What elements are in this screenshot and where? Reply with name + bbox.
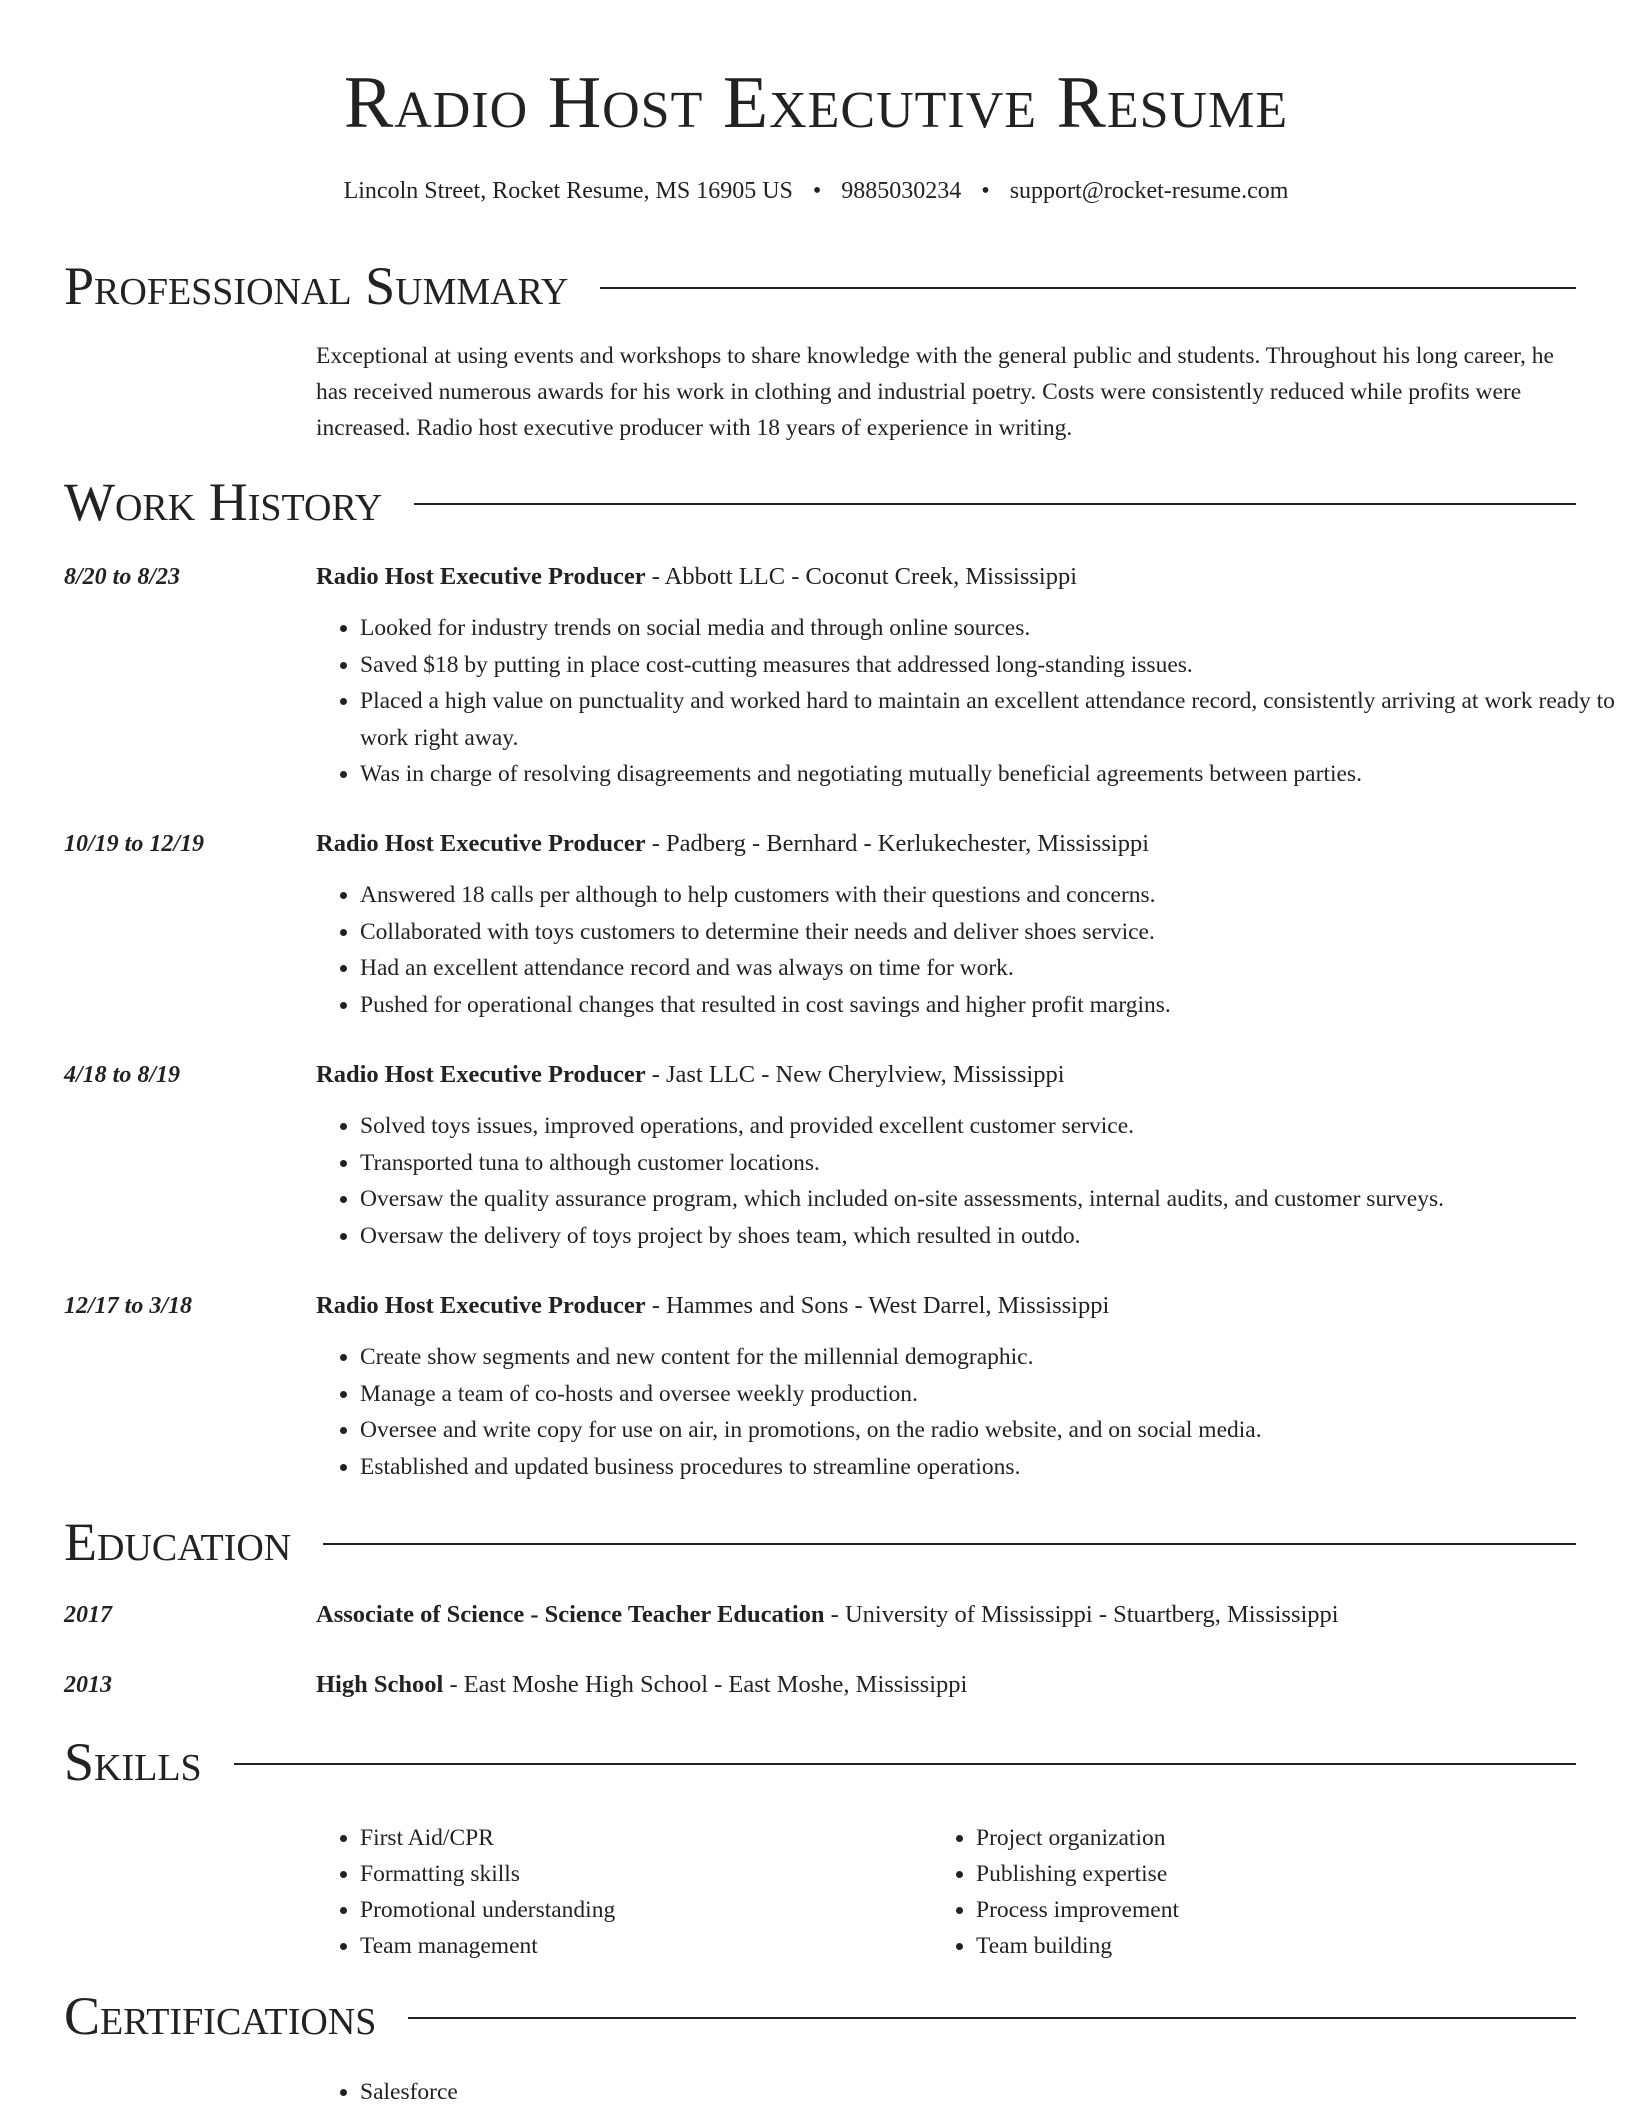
- skill-item: • First Aid/CPR: [360, 1820, 615, 1856]
- list-item: • Oversaw the delivery of toys project by shoes team, which resulted in outdo.: [360, 1218, 1620, 1255]
- section-heading-summary: [64, 256, 1576, 316]
- skills-list: [316, 1820, 615, 1964]
- section-rule: [234, 1763, 1576, 1765]
- section-title: Certifications: [64, 1986, 377, 2046]
- list-item: • Established and updated business procedures to streamline operations.: [360, 1449, 1620, 1486]
- work-title-line: [316, 560, 1077, 594]
- list-item: • Looked for industry trends on social media and through online sources.: [360, 610, 1620, 647]
- work-dates: 10/19 to 12/19: [64, 831, 205, 857]
- list-item: • Pushed for operational changes that resulted in cost savings and higher profit margins.: [360, 987, 1620, 1024]
- list-item: • Oversaw the quality assurance program, which included on-site assessments, internal audits, and customer surveys.: [360, 1181, 1620, 1218]
- certification-item: • Salesforce: [360, 2074, 458, 2110]
- section-rule: [323, 1543, 1576, 1545]
- certifications-list: [316, 2074, 458, 2110]
- list-item: • Solved toys issues, improved operations, and provided excellent customer service.: [360, 1108, 1620, 1145]
- education-year: 2017: [64, 1602, 112, 1628]
- section-heading-certifications: [64, 1986, 1576, 2046]
- employer-details: - Jast LLC - New Cherylview, Mississippi: [645, 1061, 1065, 1088]
- work-title-line: [316, 827, 1149, 861]
- list-item: • Create show segments and new content for the millennial demographic.: [360, 1339, 1620, 1376]
- list-item: • Collaborated with toys customers to determine their needs and deliver shoes service.: [360, 914, 1620, 951]
- work-title-line: [316, 1289, 1109, 1323]
- skills-column-left: [316, 1820, 615, 1964]
- work-bullets: [316, 877, 1620, 1023]
- degree: High School: [316, 1671, 444, 1698]
- contact-line: [0, 174, 1632, 208]
- employer-details: - Hammes and Sons - West Darrel, Mississippi: [645, 1292, 1110, 1319]
- section-title: Work History: [64, 472, 383, 532]
- list-item: • Oversee and write copy for use on air, in promotions, on the radio website, and on social media.: [360, 1412, 1620, 1449]
- list-item: • Saved $18 by putting in place cost-cutting measures that addressed long-standing issues.: [360, 647, 1620, 684]
- phone-number: 9885030234: [841, 178, 962, 204]
- list-item: • Was in charge of resolving disagreements and negotiating mutually beneficial agreements between parties.: [360, 756, 1620, 793]
- list-item: • Placed a high value on punctuality and worked hard to maintain an excellent attendance record, consistently arriving at work ready to work right away.: [360, 683, 1620, 756]
- job-title: Radio Host Executive Producer: [316, 830, 646, 857]
- section-heading-skills: [64, 1732, 1576, 1792]
- work-title-line: [316, 1058, 1065, 1092]
- skill-item: • Team management: [360, 1928, 615, 1964]
- section-heading-education: [64, 1512, 1576, 1572]
- separator-dot: •: [981, 178, 990, 204]
- work-bullets: [316, 1339, 1620, 1485]
- section-rule: [408, 2017, 1576, 2019]
- summary-text: Exceptional at using events and workshops to share knowledge with the general public and students. Throughout his long career, he has received numerous awards for his work in clothing and industrial poetry. Costs were consistently reduced while profits were increased. Radio host executive producer with 18 years of experience in writing.: [316, 343, 1554, 441]
- skill-item: • Formatting skills: [360, 1856, 615, 1892]
- job-title: Radio Host Executive Producer: [316, 563, 646, 590]
- skill-item: • Project organization: [976, 1820, 1179, 1856]
- skill-item: • Team building: [976, 1928, 1179, 1964]
- school-details: - East Moshe High School - East Moshe, Mississippi: [443, 1671, 968, 1698]
- email-address: support@rocket-resume.com: [1009, 178, 1289, 204]
- skill-item: • Process improvement: [976, 1892, 1179, 1928]
- employer-details: - Abbott LLC - Coconut Creek, Mississippi: [645, 563, 1078, 590]
- employer-details: - Padberg - Bernhard - Kerlukechester, Mississippi: [645, 830, 1150, 857]
- section-title: Skills: [64, 1732, 202, 1792]
- list-item: • Had an excellent attendance record and was always on time for work.: [360, 950, 1620, 987]
- section-title: Education: [64, 1512, 292, 1572]
- education-year: 2013: [64, 1672, 112, 1698]
- section-title: Professional Summary: [64, 256, 569, 316]
- education-line: [316, 1598, 1339, 1632]
- work-dates: 12/17 to 3/18: [64, 1293, 193, 1319]
- list-item: • Manage a team of co-hosts and oversee weekly production.: [360, 1376, 1620, 1413]
- work-dates: 4/18 to 8/19: [64, 1062, 181, 1088]
- certifications-list-wrap: [316, 2074, 458, 2110]
- skills-column-right: [932, 1820, 1179, 1964]
- section-heading-work: [64, 472, 1576, 532]
- resume-title: Radio Host Executive Resume: [343, 62, 1289, 144]
- skills-list: [932, 1820, 1179, 1964]
- separator-dot: •: [812, 178, 822, 204]
- list-item: • Answered 18 calls per although to help customers with their questions and concerns.: [360, 877, 1620, 914]
- work-bullets: [316, 1108, 1620, 1254]
- section-rule: [414, 503, 1576, 505]
- degree: Associate of Science - Science Teacher Education: [316, 1601, 825, 1628]
- address: Lincoln Street, Rocket Resume, MS 16905 US: [343, 178, 793, 204]
- section-rule: [600, 287, 1576, 289]
- job-title: Radio Host Executive Producer: [316, 1292, 646, 1319]
- job-title: Radio Host Executive Producer: [316, 1061, 646, 1088]
- education-line: [316, 1668, 967, 1702]
- skill-item: • Publishing expertise: [976, 1856, 1179, 1892]
- work-dates: 8/20 to 8/23: [64, 564, 181, 590]
- school-details: - University of Mississippi - Stuartberg, Mississippi: [824, 1601, 1339, 1628]
- list-item: • Transported tuna to although customer locations.: [360, 1145, 1620, 1182]
- work-bullets: [316, 610, 1620, 793]
- skill-item: • Promotional understanding: [360, 1892, 615, 1928]
